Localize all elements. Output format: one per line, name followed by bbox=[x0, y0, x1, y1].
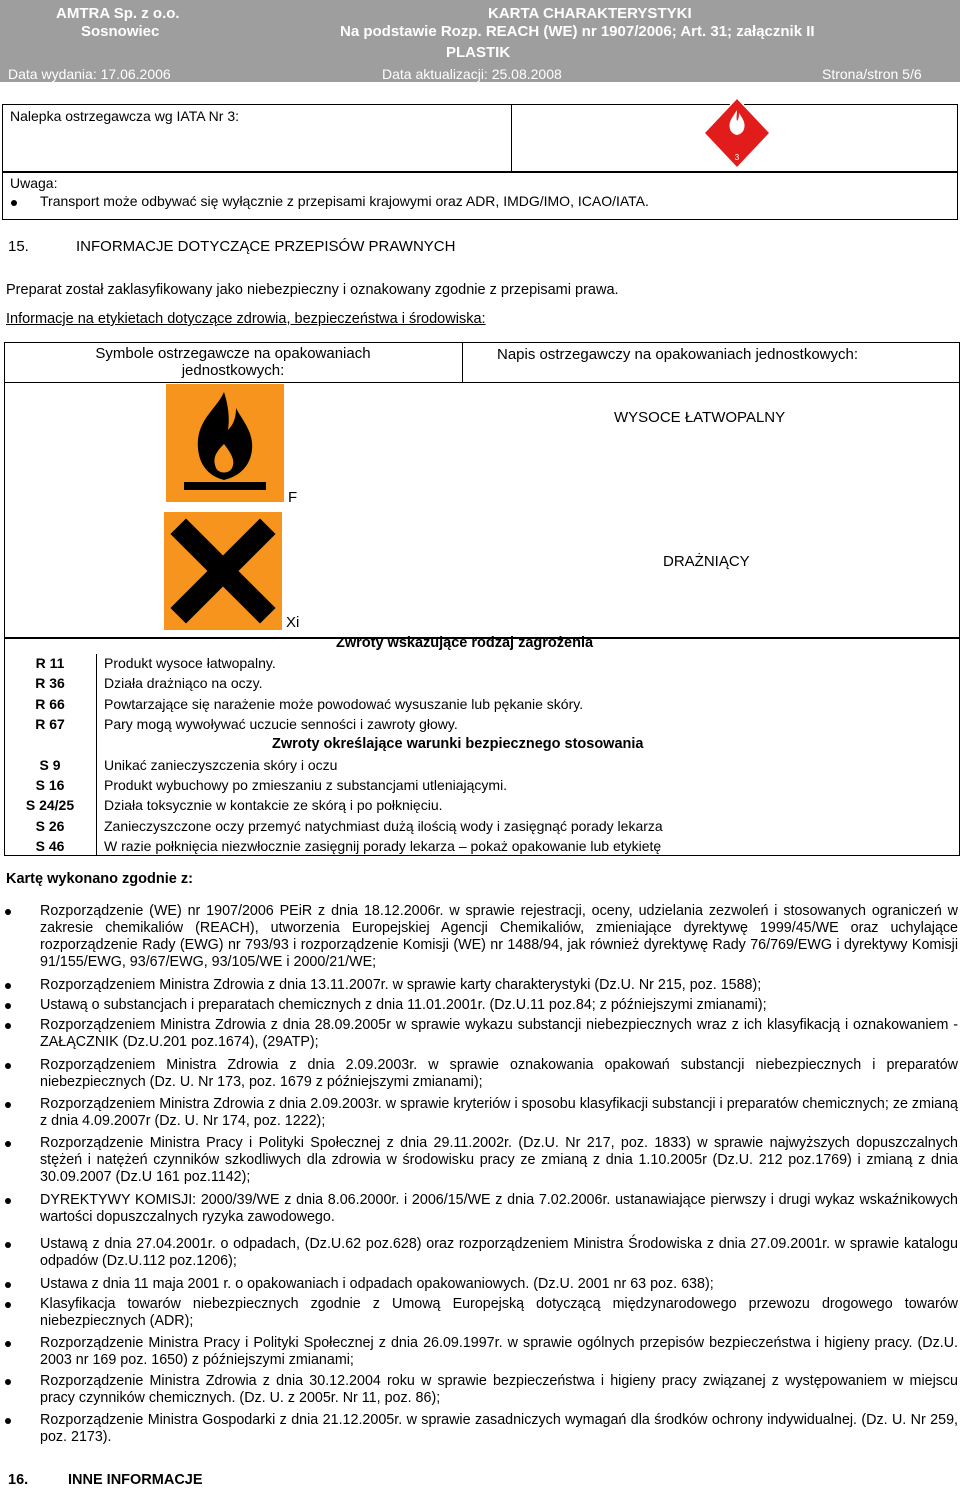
s-phrase-code: S 24/25 bbox=[25, 797, 75, 813]
s-phrase-code: S 9 bbox=[39, 757, 61, 773]
warnings-column-header: Napis ostrzegawczy na opakowaniach jednostkowych: bbox=[497, 346, 859, 363]
document-title: KARTA CHARAKTERYSTYKI bbox=[488, 5, 692, 22]
s-phrase-text: Zanieczyszczone oczy przemyć natychmiast dużą ilością wody i zasięgnąć porady lekarza bbox=[104, 818, 663, 834]
bullet bbox=[5, 1023, 11, 1029]
company-name: AMTRA Sp. z o.o. bbox=[56, 5, 180, 22]
s-phrase-text: Unikać zanieczyszczenia skóry i oczu bbox=[104, 757, 338, 773]
irritant-symbol-saltire-icon bbox=[164, 512, 282, 630]
bullet bbox=[5, 1242, 11, 1248]
bullet bbox=[5, 1198, 11, 1204]
document-header bbox=[0, 0, 960, 82]
r-phrase-code: R 67 bbox=[35, 716, 65, 732]
bullet bbox=[5, 909, 11, 915]
s-phrases-heading: Zwroty określające warunki bezpiecznego stosowania bbox=[272, 736, 644, 752]
regulation-item: Rozporządzenie Ministra Pracy i Polityki Społecznej z dnia 26.09.1997r. w sprawie ogólnych przepisów bezpieczeństwa i higieny pracy. (Dz.U. 2003 nr 169 poz. 1650) z późniejszymi zmianami; bbox=[40, 1335, 958, 1368]
company-city: Sosnowiec bbox=[81, 23, 160, 40]
regulation-item: Ustawą z dnia 27.04.2001r. o odpadach, (Dz.U.62 poz.628) oraz rozporządzeniem Ministra Środowiska z dnia 27.09.2001r. w sprawie katalogu odpadów (Dz.U.112 poz.1206); bbox=[40, 1236, 958, 1269]
warning-text-f: WYSOCE ŁATWOPALNY bbox=[614, 409, 786, 426]
regulation-item: Rozporządzenie Ministra Gospodarki z dnia 21.12.2005r. w sprawie zasadniczych wymagań dla środków ochrony indywidualnej. (Dz. U. Nr 259, poz. 2173). bbox=[40, 1412, 958, 1445]
r-phrase-code: R 66 bbox=[35, 696, 65, 712]
iata-label: Nalepka ostrzegawcza wg IATA Nr 3: bbox=[10, 108, 240, 124]
bullet bbox=[11, 200, 17, 206]
symbols-column-header: Symbole ostrzegawcze na opakowaniach jednostkowych: bbox=[95, 345, 371, 379]
update-date: Data aktualizacji: 25.08.2008 bbox=[382, 66, 562, 82]
r-phrase-text: Produkt wysoce łatwopalny. bbox=[104, 655, 276, 671]
regulation-item: Rozporządzenie Ministra Pracy i Polityki Społecznej z dnia 29.11.2002r. (Dz.U. Nr 217, poz. 1833) w sprawie najwyższych dopuszczalnych stężeń i natężeń czynników szkodliwych dla zdrowia w środowisku pracy ze zmianą z dnia 1.10.2005r (Dz.U. 212 poz.1769) i zmianą z dnia 30.09.2007 (Dz.U 161 poz.1142); bbox=[40, 1135, 958, 1185]
bullet bbox=[5, 1282, 11, 1288]
s-phrase-code: S 26 bbox=[35, 818, 65, 834]
bullet bbox=[5, 1302, 11, 1308]
symbol-code-xi: Xi bbox=[286, 614, 300, 631]
bullet bbox=[5, 983, 11, 989]
bullet bbox=[5, 1341, 11, 1347]
iata-class-3-flammable-icon bbox=[702, 96, 772, 174]
s-phrase-code: S 46 bbox=[35, 838, 65, 854]
section-16-title: INNE INFORMACJE bbox=[68, 1472, 203, 1488]
issue-date: Data wydania: 17.06.2006 bbox=[8, 66, 171, 82]
regulation-item: Rozporządzeniem Ministra Zdrowia z dnia 28.09.2005r w sprawie wykazu substancji niebezpiecznych wraz z ich klasyfikacją i oznakowaniem - ZAŁĄCZNIK (Dz.U.201 poz.1674), (29ATP); bbox=[40, 1017, 958, 1050]
symbols-table bbox=[4, 342, 960, 638]
regulation-item: Rozporządzenie (WE) nr 1907/2006 PEiR z dnia 18.12.2006r. w sprawie rejestracji, oceny, udzielania zezwoleń i stosowanych ograniczeń w zakresie chemikaliów (REACH), utworzenia Europejskiej Agencji Chemikaliów, zmieniające dyrektywę 1999/45/WE oraz uchylające rozporządzenie Rady (EWG) nr 793/93 i rozporządzenie Komisji (WE) nr 1488/94, jak również dyrektywę Rady 76/769/EWG i dyrektywy Komisji 91/155/EWG, 93/67/EWG, 93/105/WE i 2000/21/WE; bbox=[40, 903, 958, 970]
symbol-code-f: F bbox=[288, 489, 298, 506]
product-name: PLASTIK bbox=[446, 44, 511, 61]
divider bbox=[96, 654, 97, 856]
classification-statement: Preparat został zaklasyfikowany jako niebezpieczny i oznakowany zgodnie z przepisami prawa. bbox=[6, 282, 619, 298]
s-phrase-text: Działa toksycznie w kontakcie ze skórą i po połknięciu. bbox=[104, 797, 443, 813]
section-16-number: 16. bbox=[8, 1472, 29, 1488]
page-number: Strona/stron 5/6 bbox=[822, 66, 922, 82]
regulation-basis: Na podstawie Rozp. REACH (WE) nr 1907/2006; Art. 31; załącznik II bbox=[340, 23, 815, 40]
bullet bbox=[5, 1063, 11, 1069]
section-15-number: 15. bbox=[8, 238, 29, 255]
divider bbox=[4, 382, 960, 383]
section-15-title: INFORMACJE DOTYCZĄCE PRZEPISÓW PRAWNYCH bbox=[76, 238, 456, 255]
regulation-item: Ustawą o substancjach i preparatach chemicznych z dnia 11.01.2001r. (Dz.U.11 poz.84; z późniejszymi zmianami); bbox=[40, 997, 767, 1013]
s-phrase-code: S 16 bbox=[35, 777, 65, 793]
regulation-item: Rozporządzeniem Ministra Zdrowia z dnia 13.11.2007r. w sprawie karty charakterystyki (Dz.U. Nr 215, poz. 1588); bbox=[40, 977, 762, 993]
bullet bbox=[5, 1379, 11, 1385]
r-phrase-code: R 11 bbox=[35, 655, 65, 671]
r-phrase-text: Powtarzające się narażenie może powodować wysuszanie lub pękanie skóry. bbox=[104, 696, 584, 712]
flammable-symbol-flame-icon bbox=[166, 384, 284, 502]
regulation-item: Rozporządzenie Ministra Zdrowia z dnia 30.12.2004 roku w sprawie bezpieczeństwa i higieny pracy związanej z występowaniem w miejscu pracy czynników chemicznych. (Dz. U. z 2005r. Nr 11, poz. 86); bbox=[40, 1373, 958, 1406]
r-phrases-heading: Zwroty wskazujące rodzaj zagrożenia bbox=[336, 635, 594, 651]
class-number: 3 bbox=[734, 153, 740, 162]
basis-heading: Kartę wykonano zgodnie z: bbox=[6, 871, 193, 887]
warning-text-xi: DRAŻNIĄCY bbox=[663, 553, 750, 570]
r-phrase-text: Działa drażniąco na oczy. bbox=[104, 675, 263, 691]
regulation-item: Klasyfikacja towarów niebezpiecznych zgodnie z Umową Europejską dotyczącą międzynarodowego przewozu drogowego towarów niebezpiecznych (ADR); bbox=[40, 1296, 958, 1329]
regulation-item: DYREKTYWY KOMISJI: 2000/39/WE z dnia 8.06.2000r. i 2006/15/WE z dnia 7.02.2006r. ustanawiające pierwszy i drugi wykaz wskaźnikowych wartości dopuszczalnych ryzyka zawodowego. bbox=[40, 1192, 958, 1225]
regulation-item: Rozporządzeniem Ministra Zdrowia z dnia 2.09.2003r. w sprawie oznakowania opakowań substancji niebezpiecznych i preparatów niebezpiecznych (Dz. U. Nr 173, poz. 1679 z późniejszymi zmianami); bbox=[40, 1057, 958, 1090]
divider bbox=[511, 105, 512, 171]
regulation-item: Rozporządzeniem Ministra Zdrowia z dnia 2.09.2003r. w sprawie kryteriów i sposobu klasyfikacji substancji i preparatów chemicznych; ze zmianą z dnia 4.09.2007r (Dz. U. Nr 174, poz. 1222); bbox=[40, 1096, 958, 1129]
r-phrase-code: R 36 bbox=[35, 675, 65, 691]
s-phrase-text: W razie połknięcia niezwłocznie zasięgnij porady lekarza – pokaż opakowanie lub etykietę bbox=[104, 838, 662, 854]
r-phrase-text: Pary mogą wywoływać uczucie senności i zawroty głowy. bbox=[104, 716, 458, 732]
bullet bbox=[5, 1418, 11, 1424]
s-phrase-text: Produkt wybuchowy po zmieszaniu z substancjami utleniającymi. bbox=[104, 777, 508, 793]
note-label: Uwaga: bbox=[10, 175, 58, 191]
bullet bbox=[5, 1102, 11, 1108]
transport-note: Transport może odbywać się wyłącznie z przepisami krajowymi oraz ADR, IMDG/IMO, ICAO/IATA. bbox=[40, 193, 649, 209]
bullet bbox=[5, 1141, 11, 1147]
regulation-item: Ustawa z dnia 11 maja 2001 r. o opakowaniach i odpadach opakowaniowych. (Dz.U. 2001 nr 63 poz. 638); bbox=[40, 1276, 714, 1292]
bullet bbox=[5, 1003, 11, 1009]
labels-heading: Informacje na etykietach dotyczące zdrowia, bezpieczeństwa i środowiska: bbox=[6, 311, 486, 327]
divider bbox=[462, 342, 463, 382]
